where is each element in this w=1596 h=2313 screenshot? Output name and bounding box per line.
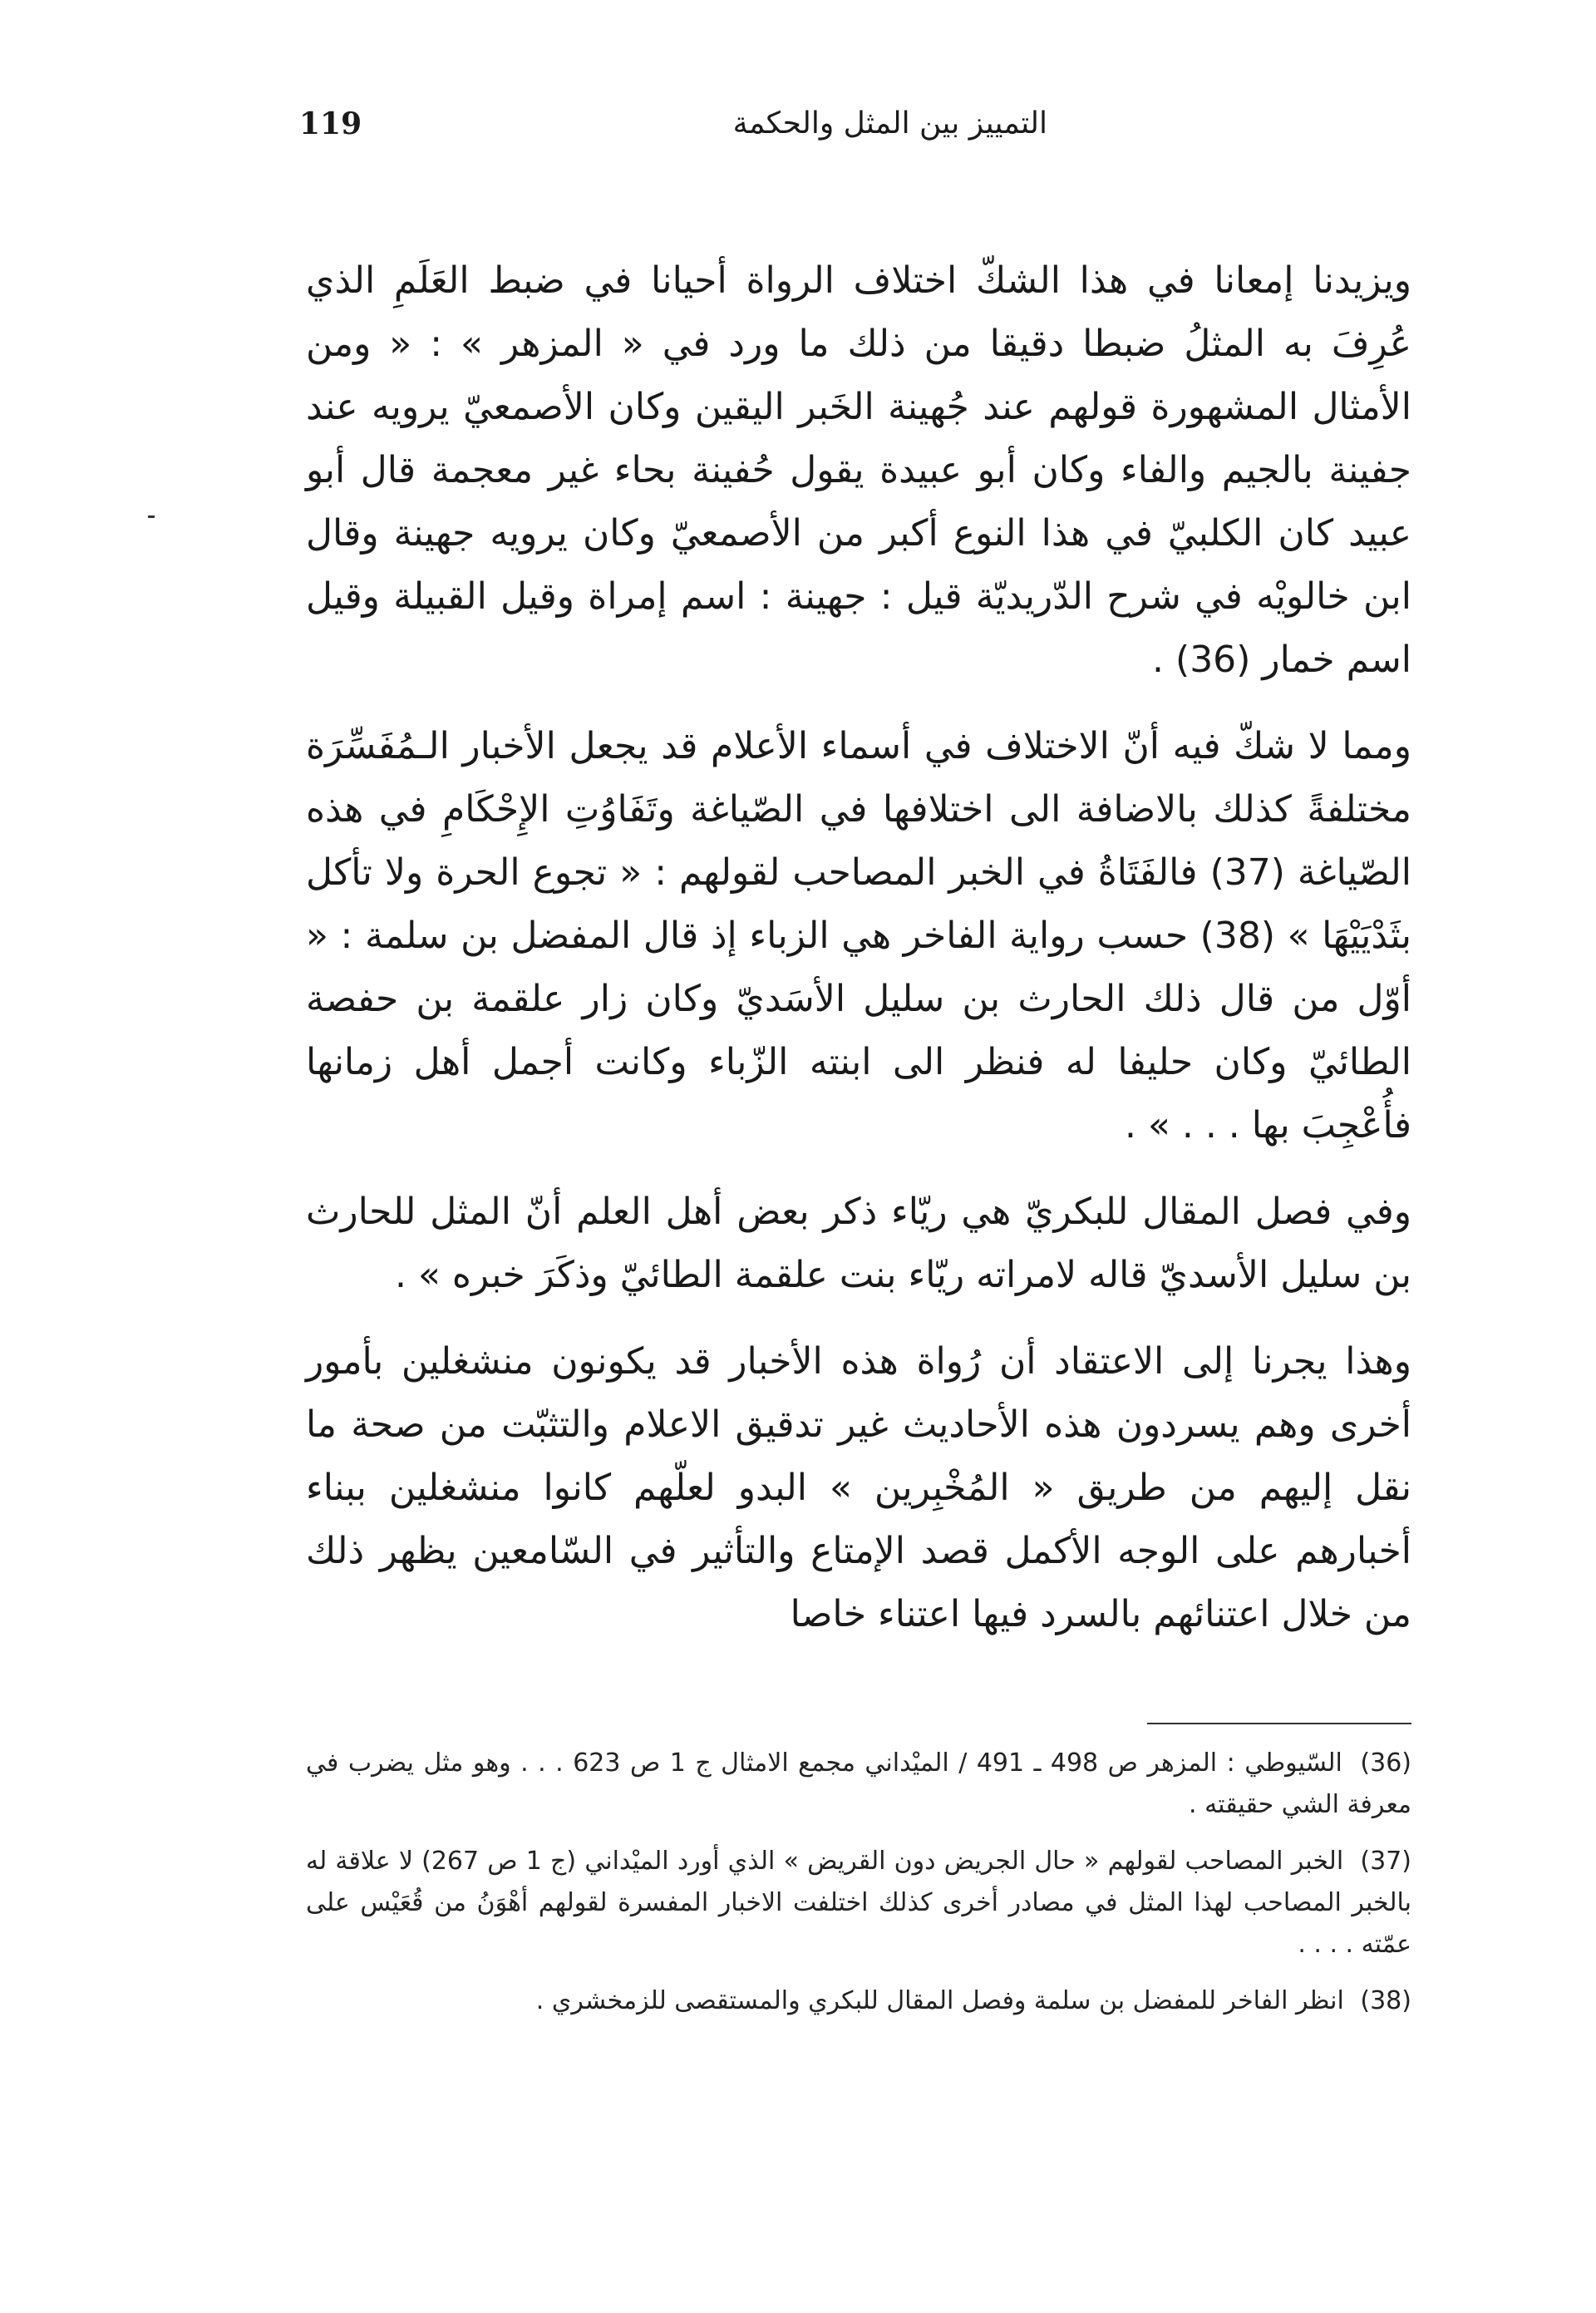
running-title: التمييز بين المثل والحكمة <box>732 106 1047 141</box>
page-number: 119 <box>299 106 362 141</box>
footnote-number: (38) <box>1360 1986 1411 2015</box>
footnote-text: انظر الفاخر للمفضل بن سلمة وفصل المقال للبكري والمستقصى للزمخشري . <box>535 1986 1344 2015</box>
margin-mark <box>148 515 155 518</box>
footnote-text: السّيوطي : المزهر ص 498 ـ 491 / الميْداني مجمع الامثال ج 1 ص 623 . . . وهو مثل يضرب في معرفة الشي حقيقته . <box>306 1748 1411 1819</box>
paragraph-4: وهذا يجرنا إلى الاعتقاد أن رُواة هذه الأخبار قد يكونون منشغلين بأمور أخرى وهم يسردون هذه الأحاديث غير تدقيق الاعلام والتثبّت من صحة ما نقل إليهم من طريق « المُخْبِرين » البدو لعلّهم كانوا منشغلين ببناء أخبارهم على الوجه الأكمل قصد الإمتاع والتأثير في السّامعين يظهر ذلك من خلال اعتنائهم بالسرد فيها اعتناء خاصا <box>306 1340 1411 1635</box>
footnote-38 <box>306 1980 1411 2022</box>
footnote-text: الخبر المصاحب لقولهم « حال الجريض دون القريض » الذي أورد الميْداني (ج 1 ص 267) لا علاقة له بالخبر المصاحب لهذا المثل في مصادر أخرى كذلك اختلفت الاخبار المفسرة لقولهم أهْوَنُ من قُعَيْس على عمّته . . . . <box>306 1847 1411 1959</box>
paragraph-1: ويزيدنا إمعانا في هذا الشكّ اختلاف الرواة أحيانا في ضبط العَلَمِ الذي عُرِفَ به المثلُ ضبطا دقيقا من ذلك ما ورد في « المزهر » : « ومن الأمثال المشهورة قولهم عند جُهينة الخَبر اليقين وكان الأصمعيّ يرويه عند جفينة بالجيم والفاء وكان أبو عبيدة يقول حُفينة بحاء غير معجمة قال أبو عبيد كان الكلبيّ في هذا النوع أكبر من الأصمعيّ وكان يرويه جهينة وقال ابن خالويْه في شرح الدّريديّة قيل : جهينة : اسم إمراة وقيل القبيلة وقيل اسم خمار (36) . <box>306 259 1411 681</box>
footnote-number: (36) <box>1360 1748 1412 1778</box>
footnotes <box>306 1743 1411 2037</box>
footnote-separator <box>1147 1723 1411 1724</box>
body-text <box>306 249 1411 1669</box>
paragraph-3: وفي فصل المقال للبكريّ هي ريّاء ذكر بعض أهل العلم أنّ المثل للحارث بن سليل الأسديّ قاله لامراته ريّاء بنت علقمة الطائيّ وذكَرَ خبره » . <box>306 1191 1411 1296</box>
footnote-36 <box>306 1743 1411 1826</box>
page-header <box>299 106 1047 156</box>
footnote-37 <box>306 1841 1411 1965</box>
paragraph-2: ومما لا شكّ فيه أنّ الاختلاف في أسماء الأعلام قد يجعل الأخبار الـمُفَسِّرَة مختلفةً كذلك بالاضافة الى اختلافها في الصّياغة وتَفَاوُتِ الإِحْكَامِ في هذه الصّياغة (37) فالفَتَاةُ في الخبر المصاحب لقولهم : « تجوع الحرة ولا تأكل بثَدْيَيْهَا » (38) حسب رواية الفاخر هي الزباء إذ قال المفضل بن سلمة : « أوّل من قال ذلك الحارث بن سليل الأسَديّ وكان زار علقمة بن حفصة الطائيّ وكان حليفا له فنظر الى ابنته الزّباء وكانت أجمل أهل زمانها فأُعْجِبَ بها . . . » . <box>306 725 1412 1147</box>
footnote-number: (37) <box>1360 1847 1411 1876</box>
